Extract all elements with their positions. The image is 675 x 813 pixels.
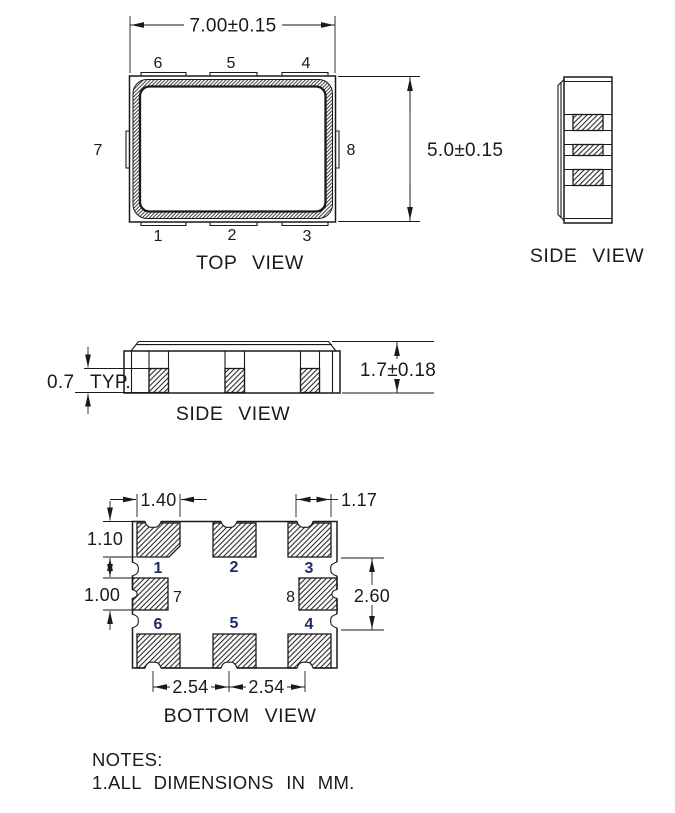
top-view-package-outline (126, 73, 339, 226)
notes-item-1: 1.ALL DIMENSIONS IN MM. (92, 772, 355, 793)
castellation-pad-hatch (149, 369, 169, 393)
pin-7-label: 7 (93, 142, 103, 159)
dim-side-pad-label: 1.00 (84, 585, 121, 605)
pad-width-dimension (110, 490, 207, 517)
side-pad-hatch (573, 115, 603, 131)
pin-3-label: 3 (304, 560, 314, 577)
castellation-pad-hatch (301, 369, 320, 393)
pin-6-label: 6 (153, 616, 163, 633)
row-span-dimension (341, 558, 394, 630)
package-cavity (140, 87, 326, 212)
pin-7-label: 7 (173, 589, 182, 606)
side-view-front-title: SIDE VIEW (175, 403, 291, 425)
dim-corner-pad-label: 1.17 (341, 490, 378, 510)
pad-7-hatch (133, 578, 169, 610)
dim-width-label: 7.00±0.15 (189, 15, 277, 37)
pin-1-label: 1 (153, 228, 163, 245)
pad-2-hatch (213, 523, 256, 557)
dim-height-label: 5.0±0.15 (427, 140, 504, 161)
pin-1-label: 1 (153, 560, 163, 577)
dim-pad-suffix: TYP. (90, 372, 131, 393)
side-view-right-title: SIDE VIEW (529, 245, 645, 267)
pin-8-label: 8 (346, 142, 356, 159)
pin-4-label: 4 (301, 55, 311, 72)
pin-2-label: 2 (229, 559, 239, 576)
pad-3-hatch (288, 523, 331, 557)
dim-pad-width-label: 1.40 (140, 490, 177, 510)
dim-pitch-a-label: 2.54 (172, 677, 209, 697)
pin-2-label: 2 (227, 227, 237, 244)
dim-span-label: 2.60 (353, 586, 391, 606)
side-pad-hatch (573, 145, 603, 156)
dim-pad-value: 0.7 (47, 372, 75, 393)
pin-4-label: 4 (304, 616, 314, 633)
bottom-view (84, 490, 394, 727)
side-pad-hatch (573, 170, 603, 186)
corner-pad-dimension (296, 490, 377, 517)
pitch-dimensions (153, 671, 305, 697)
notes (92, 749, 355, 793)
lid-profile (131, 342, 336, 352)
side-view-right (530, 77, 644, 267)
dim-total-height-label: 1.7±0.18 (359, 360, 437, 381)
pin-8-label: 8 (286, 589, 295, 606)
dim-pitch-b-label: 2.54 (248, 677, 285, 697)
pin-5-label: 5 (229, 615, 239, 632)
pin-6-label: 6 (153, 55, 163, 72)
pin-3-label: 3 (302, 228, 312, 245)
bottom-view-title: BOTTOM VIEW (163, 705, 317, 727)
side-pad-height-dimension (84, 559, 132, 631)
total-height-dimension (332, 342, 440, 394)
pin-5-label: 5 (226, 55, 236, 72)
top-view-title: TOP VIEW (196, 252, 304, 274)
dim-pad-height-label: 1.10 (87, 529, 124, 549)
top-view (94, 13, 504, 274)
notes-heading: NOTES: (92, 749, 163, 770)
side-view-front (47, 342, 440, 426)
top-view-height-dimension (338, 77, 503, 222)
pad-height-dimension-bottom (87, 501, 136, 577)
pad-1-hatch (137, 523, 180, 557)
castellation-pad-hatch (225, 369, 245, 393)
